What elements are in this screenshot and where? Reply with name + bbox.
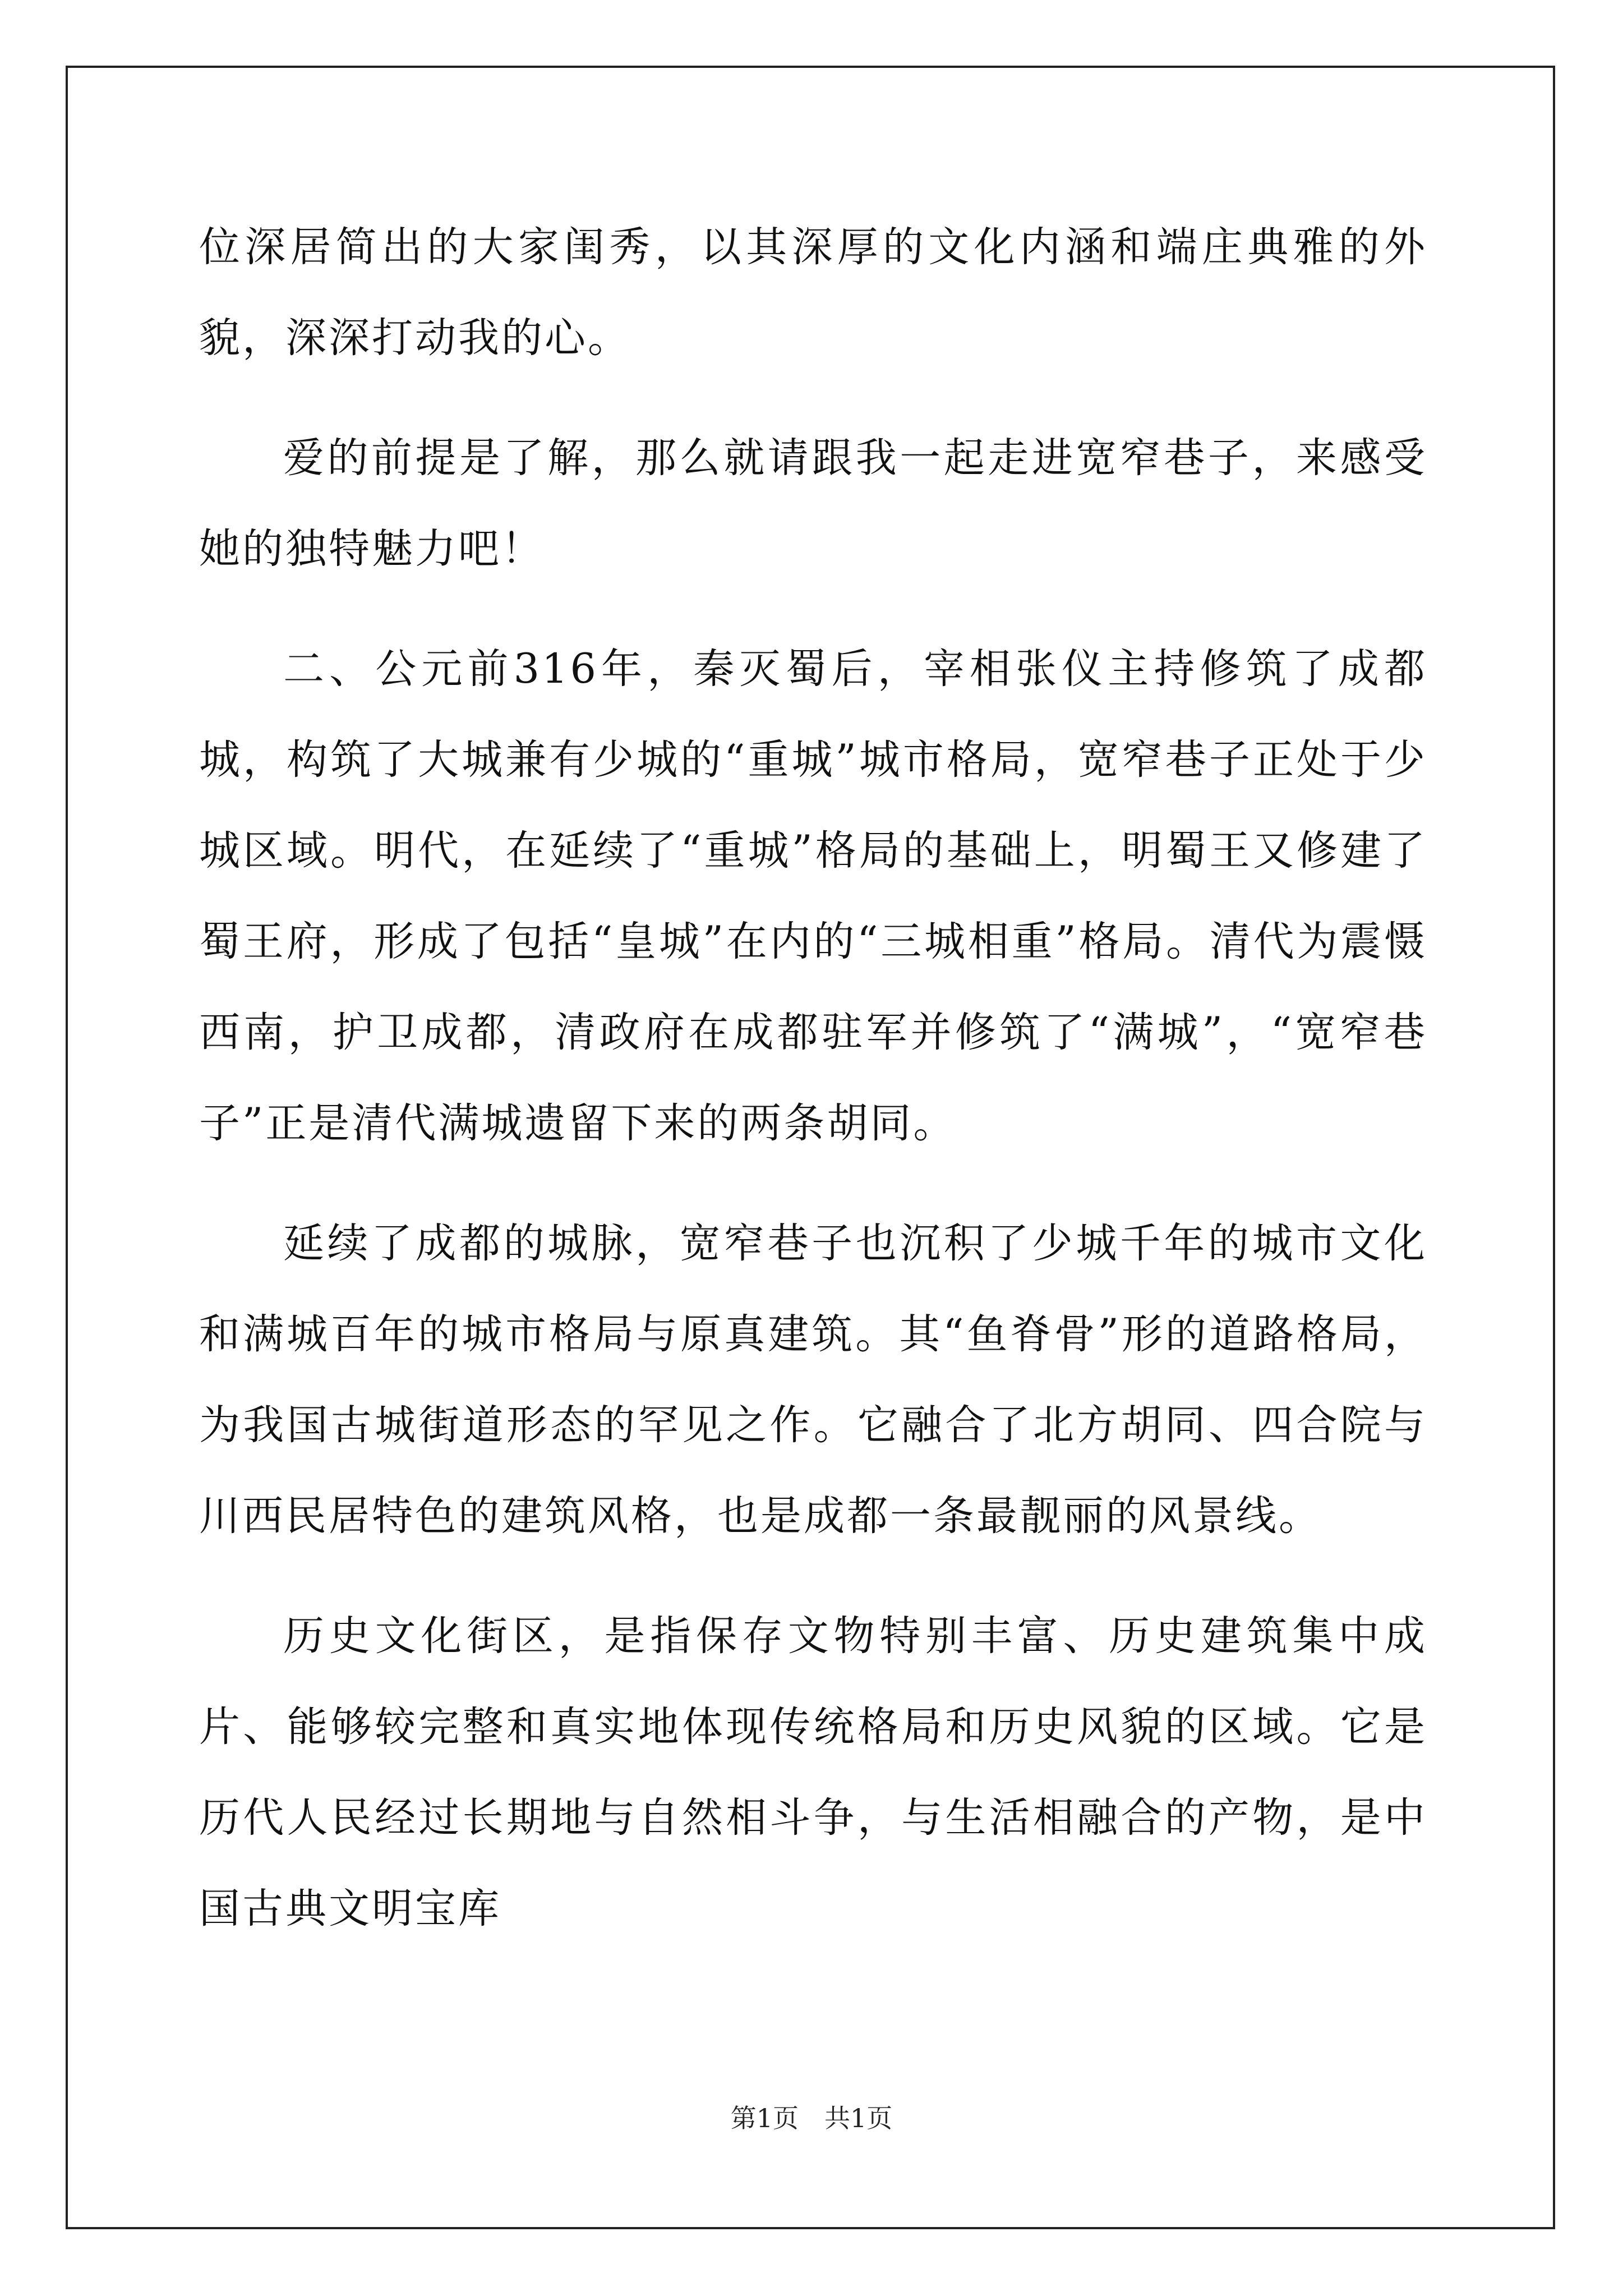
paragraph: 爱的前提是了解，那么就请跟我一起走进宽窄巷子，来感受她的独特魅力吧！ [199,434,1427,573]
paragraph: 延续了成都的城脉，宽窄巷子也沉积了少城千年的城市文化和满城百年的城市格局与原真建筑。其“鱼脊骨”形的道路格局，为我国古城街道形态的罕见之作。它融合了北方胡同、四合院与川西民居特色的建筑风格，也是成都一条最靓丽的风景线。 [199,1220,1427,1540]
paragraph-continuation: 位深居简出的大家闺秀，以其深厚的文化内涵和端庄典雅的外貌，深深打动我的心。 [199,223,1427,362]
body-text [199,202,1427,1954]
paragraph: 历史文化街区，是指保存文物特别丰富、历史建筑集中成片、能够较完整和真实地体现传统格局和历史风貌的区域。它是历代人民经过长期地与自然相斗争，与生活相融合的产物，是中国古典文明宝库 [199,1612,1427,1932]
page-number-footer: 第1页 共1页 [730,2103,893,2133]
paragraph: 二、公元前316年，秦灭蜀后，宰相张仪主持修筑了成都城，构筑了大城兼有少城的“重城”城市格局，宽窄巷子正处于少城区域。明代，在延续了“重城”格局的基础上，明蜀王又修建了蜀王府，形成了包括“皇城”在内的“三城相重”格局。清代为震慑西南，护卫成都，清政府在成都驻军并修筑了“满城”，“宽窄巷子”正是清代满城遗留下来的两条胡同。 [199,645,1427,1147]
